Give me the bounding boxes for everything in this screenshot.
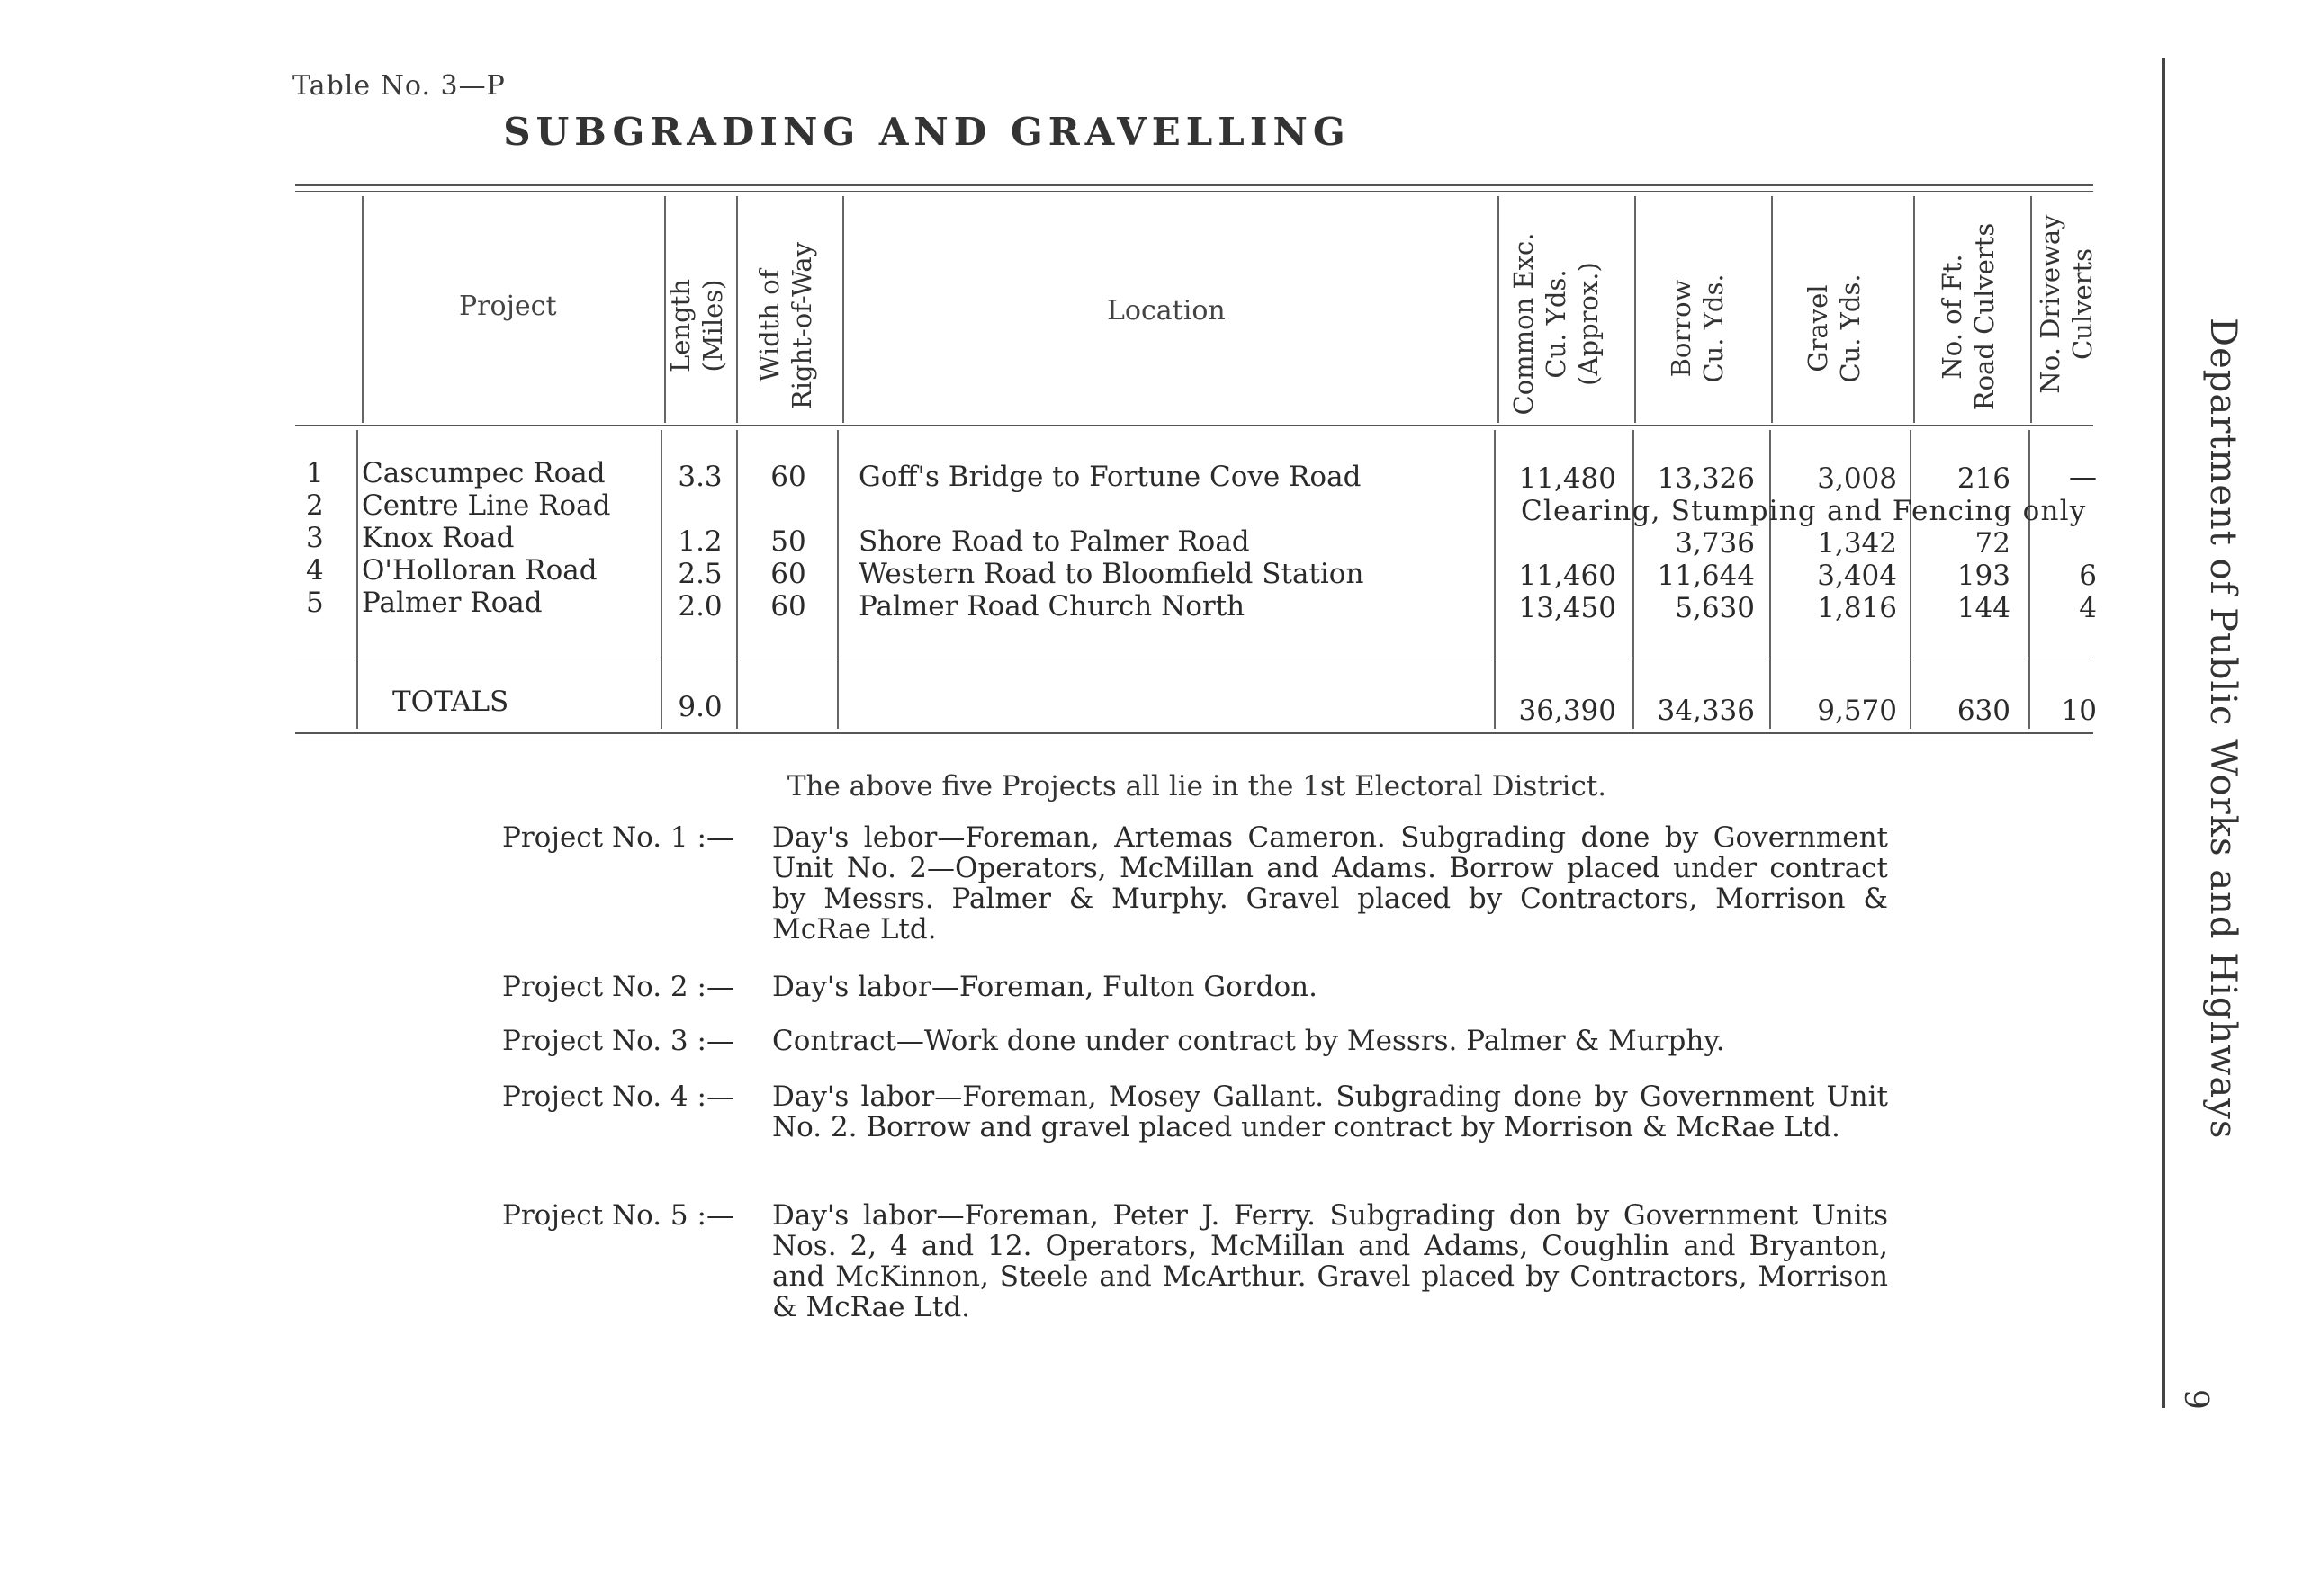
- header-location: Location: [1107, 295, 1226, 327]
- col-rule: [736, 196, 738, 423]
- note-text: Day's labor—Foreman, Fulton Gordon.: [772, 971, 1317, 1003]
- row-common: 13,450: [1518, 592, 1616, 624]
- note-label: Project No. 2 :—: [502, 971, 734, 1003]
- row-number: 1: [306, 457, 324, 489]
- col-rule: [362, 196, 364, 423]
- totals-culverts: 630: [1956, 695, 2010, 727]
- row-gravel: 3,008: [1817, 462, 1897, 495]
- row-number: 2: [306, 489, 324, 522]
- note-text: Contract—Work done under contract by Messrs. Palmer & Murphy.: [772, 1025, 1725, 1057]
- totals-common: 36,390: [1518, 695, 1616, 727]
- col-rule: [1913, 196, 1915, 423]
- page-number: 9: [2176, 1389, 2214, 1410]
- note-label: Project No. 1 :—: [502, 821, 734, 854]
- row-borrow: 13,326: [1657, 462, 1755, 495]
- row-number: 3: [306, 522, 324, 554]
- row-width: 60: [770, 461, 806, 493]
- table-bottom-rule: [295, 732, 2093, 734]
- table-top-rule-2: [295, 191, 2093, 192]
- header-bottom-rule: [295, 425, 2093, 426]
- side-title-text: Department of Public Works and Highways: [2202, 318, 2244, 1140]
- row-culverts: 216: [1956, 462, 2010, 495]
- note-label: Project No. 4 :—: [502, 1080, 734, 1113]
- totals-gravel: 9,570: [1817, 695, 1897, 727]
- margin-rule: [2162, 58, 2165, 1408]
- row-driveway: 6: [2079, 560, 2097, 592]
- row-length: 2.0: [678, 590, 723, 623]
- row-width: 50: [770, 525, 806, 558]
- row-culverts: 72: [1974, 527, 2010, 560]
- totals-label: TOTALS: [392, 686, 509, 718]
- row-length: 2.5: [678, 558, 723, 590]
- row-number: 4: [306, 554, 324, 587]
- header-common: Common Exc. Cu. Yds. (Approx.): [1508, 232, 1604, 416]
- row-location: Palmer Road Church North: [859, 590, 1245, 623]
- col-rule: [2030, 196, 2032, 423]
- summary-text: The above five Projects all lie in the 1st Electoral District.: [787, 770, 1607, 802]
- row-project: Knox Road: [362, 522, 515, 554]
- col-rule: [661, 430, 662, 729]
- row-gravel: 1,342: [1817, 527, 1897, 560]
- col-rule: [1910, 430, 1911, 729]
- note-text: Day's labor—Foreman, Peter J. Ferry. Subgrading don by Government Units Nos. 2, 4 and 12. Operators, McMillan and Adams, Coughlin and Bryanton, and McKinnon, Steele and McArthur. Gravel placed by Contractors, Morrison & McRae Ltd.: [772, 1199, 1888, 1323]
- col-rule: [356, 430, 358, 729]
- row-borrow: 5,630: [1675, 592, 1755, 624]
- note-label: Project No. 5 :—: [502, 1199, 734, 1232]
- row-culverts: 144: [1956, 592, 2010, 624]
- row-width: 60: [770, 558, 806, 590]
- row-borrow: 3,736: [1675, 527, 1755, 560]
- row-number: 5: [306, 587, 324, 619]
- note-text: Day's labor—Foreman, Mosey Gallant. Subgrading done by Government Unit No. 2. Borrow and gravel placed under contract by Morrison & McRae Ltd.: [772, 1080, 1888, 1143]
- row-driveway: 4: [2079, 592, 2097, 624]
- row-width: 60: [770, 590, 806, 623]
- row-length: 3.3: [678, 461, 723, 493]
- page-title: SUBGRADING AND GRAVELLING: [503, 110, 1351, 154]
- table-top-rule: [295, 184, 2093, 186]
- col-rule: [736, 430, 738, 729]
- col-rule: [1771, 196, 1773, 423]
- col-rule: [1634, 196, 1636, 423]
- row-common: 11,480: [1518, 462, 1616, 495]
- table-number-label: Table No. 3—P: [292, 70, 506, 102]
- row-project: Centre Line Road: [362, 489, 611, 522]
- row-location: Goff's Bridge to Fortune Cove Road: [859, 461, 1362, 493]
- col-rule: [842, 196, 844, 423]
- header-project: Project: [459, 291, 557, 322]
- col-rule: [837, 430, 839, 729]
- row-location: Shore Road to Palmer Road: [859, 525, 1250, 558]
- header-borrow: Borrow Cu. Yds.: [1666, 273, 1729, 383]
- totals-borrow: 34,336: [1657, 695, 1755, 727]
- header-driveway: No. Driveway Culverts: [2035, 214, 2098, 394]
- row-gravel: 3,404: [1817, 560, 1897, 592]
- row-culverts: 193: [1956, 560, 2010, 592]
- note-text: Day's lebor—Foreman, Artemas Cameron. Subgrading done by Government Unit No. 2—Operators, McMillan and Adams. Borrow placed under contract by Messrs. Palmer & Murphy. Gravel placed by Contractors, Morrison & McRae Ltd.: [772, 821, 1888, 946]
- header-culverts: No. of Ft. Road Culverts: [1937, 222, 2000, 411]
- totals-length: 9.0: [678, 691, 723, 723]
- row-length: 1.2: [678, 525, 723, 558]
- col-rule: [1494, 430, 1496, 729]
- header-gravel: Gravel Cu. Yds.: [1803, 273, 1866, 383]
- header-length: Length (Miles): [665, 279, 728, 372]
- row-gravel: 1,816: [1817, 592, 1897, 624]
- note-label: Project No. 3 :—: [502, 1025, 734, 1057]
- row-borrow: 11,644: [1657, 560, 1755, 592]
- row-location: Western Road to Bloomfield Station: [859, 558, 1364, 590]
- col-rule: [1497, 196, 1499, 423]
- row-common: 11,460: [1518, 560, 1616, 592]
- side-running-title: [2196, 318, 2250, 1140]
- row-project: Cascumpec Road: [362, 457, 606, 489]
- totals-driveway: 10: [2061, 695, 2097, 727]
- row-project: O'Holloran Road: [362, 554, 598, 587]
- row-driveway: —: [2069, 461, 2097, 493]
- row-note: Clearing, Stumping and Fencing only: [1521, 495, 2087, 527]
- header-width: Width of Right-of-Way: [754, 241, 817, 410]
- row-project: Palmer Road: [362, 587, 543, 619]
